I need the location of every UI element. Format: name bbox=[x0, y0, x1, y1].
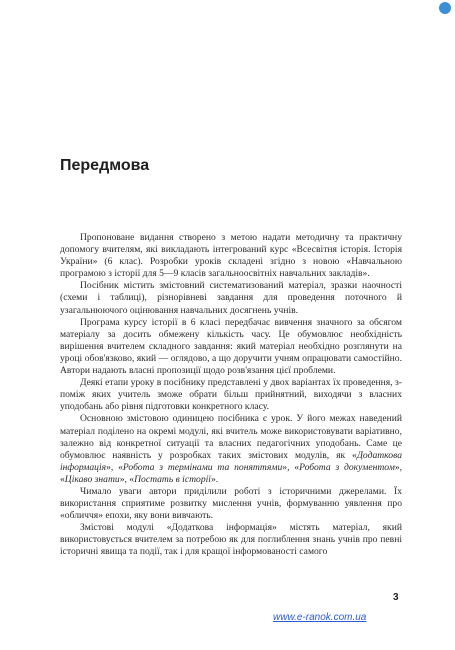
publisher-logo-icon bbox=[439, 2, 451, 14]
paragraph-6: Чимало уваги автори приділили роботі з історичними джерелами. Їх використання сприятиме розвитку мислення учнів, формуванню уявлення про «обличчя» епохи, яку вони вивчають. bbox=[60, 485, 402, 522]
paragraph-1: Пропоноване видання створено з метою надати методичну та практичну допомогу вчителям, які викладають інтегрований курс «Всесвітня історія. Історія України» (6 клас). Розробки уроків складені згідно з новою «Навчальною програмою з історії для 5—9 класів загальноосвітніх навчальних закладів». bbox=[60, 232, 402, 280]
module-name-interesting: Цікаво знати bbox=[64, 473, 120, 485]
module-name-additional-info: Додаткова інформація bbox=[60, 449, 402, 473]
page-title: Передмова bbox=[60, 157, 150, 174]
page-number: 3 bbox=[393, 592, 399, 603]
separator: », « bbox=[119, 473, 135, 485]
paragraph-3: Програма курсу історії в 6 класі передбачає вивчення значного за обсягом матеріалу за досить обмежену кількість часу. Це обумовлює необхідність вирішення вчителем складного завдання: який матеріал необхідно розглянути на уроці обов'язково, який — оглядово, а що доручити учням опрацювати самостійно. Автори надають власні пропозиції щодо розв'язання цієї проблеми. bbox=[60, 316, 402, 377]
paragraph-2: Посібник містить змістовний систематизований матеріал, зразки наочності (схеми і таблиці), різнорівневі завдання для проведення поточного й узагальнюючого оцінювання навчальних досягнень учнів. bbox=[60, 280, 402, 316]
separator: », « bbox=[282, 461, 300, 473]
module-name-figure: Постать в історії bbox=[134, 473, 211, 485]
separator: », « bbox=[106, 461, 123, 473]
module-name-document: Робота з документом bbox=[299, 461, 395, 473]
paragraph-4: Деякі етапи уроку в посібнику представлені у двох варіантах їх проведення, з-поміж яких учитель зможе обрати більш прийнятний, виходячи з власних уподобань або рівня підготовки конкретного класу. bbox=[60, 377, 402, 413]
body-text bbox=[60, 232, 402, 559]
paragraph-5 bbox=[60, 413, 402, 486]
closing-quote: ». bbox=[210, 473, 219, 485]
publisher-website-link[interactable]: www.e-ranok.com.ua bbox=[273, 612, 367, 623]
module-name-terms: Робота з термінами та поняттями bbox=[122, 461, 283, 473]
paragraph-5-text: Основною змістовою одиницею посібника є урок. У його межах наведений матеріал поділено на окремі модулі, які вчитель може використовувати варіативно, залежно від конкретної ситуації та власних педагогічних уподобань. Саме це обумовлює наявність у розробках таких змістових модулів, як « bbox=[60, 413, 402, 461]
separator: », « bbox=[60, 461, 403, 485]
paragraph-7: Змістові модулі «Додаткова інформація» містять матеріал, який використовується вчителем за потребою як для поглиблення знань учнів про певні історичні явища та події, так і для кращої інформованості самого bbox=[60, 522, 402, 558]
